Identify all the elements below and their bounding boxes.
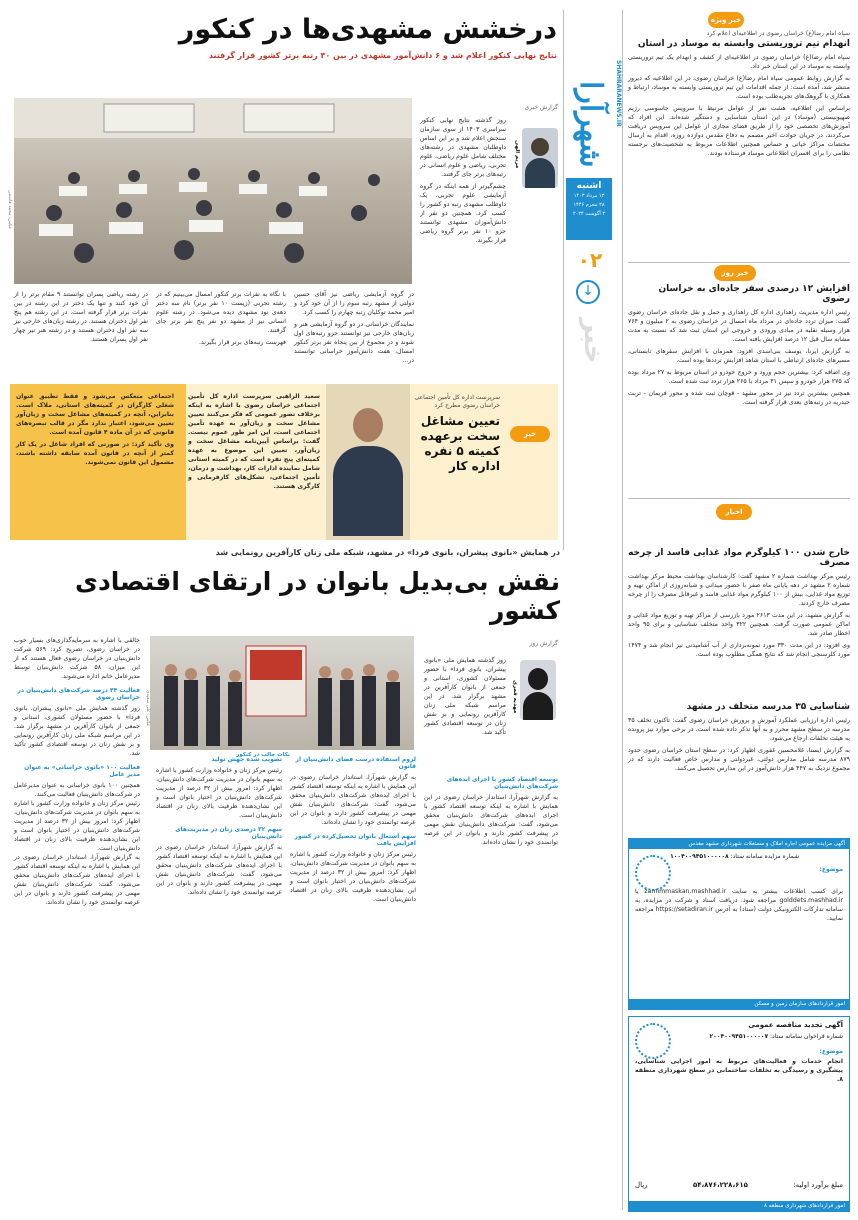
banovan-subhead: لزوم استفاده درست فضای دانش‌بنیان از قانون <box>295 756 416 770</box>
avatar-body-icon <box>523 692 553 720</box>
ad1-serial-label: شماره مزایده سامانه ستاد: <box>730 853 799 860</box>
banovan-subhead: سهم ۳۲ درصدی زنان در مدیریت‌های دانش‌بنیان <box>175 826 282 840</box>
news-12pct-para: رئیس اداره مدیریت راهداری اداره کل راهداری و حمل و نقل جاده‌ای خراسان رضوی گفت: میزان تردد جاده‌ای در مرداد ماه امسال در خراسان رضوی به ۲ میلیون و ۷۶۴ هزار وسیله نقلیه در مبادی ورودی و خروجی این استان ثبت شد که نسبت به مدت مشابه سال قبل ۱۲ درصد افزایش یافته است. <box>628 309 850 343</box>
banovan-subhead: تصویب شده جهش تولید <box>211 756 282 763</box>
konkur-para: چشم‌گیرتر از همه اینکه در گروه آزمایشی علوم تجربی، یک داوطلب مشهدی رتبه دو کشور را کسب کرد. همچنین دو نفر از دانش‌آموزان مشهدی توانستند جزو ۱۰ نفر برتر گروه ریاضی قرار بگیرند. <box>420 183 506 244</box>
konkur-subheadline: نتایج نهایی کنکور اعلام شد و ۶ دانش‌آموز مشهدی در بین ۳۰ رتبه برتر کشور قرار گرفتند <box>208 51 557 60</box>
banovan-col1-sub <box>424 776 558 847</box>
news-schools-para: به گزارش ایسنا، غلامحسین غفوری اظهار کرد: در سطح استان خراسان رضوی حدود ۸۷۹ مدرسه شامل مدارس دولتی، غیردولتی و مدارس خاص فعالیت دارند که در مجموع نزدیک به ۴۴۷ هزار دانش‌آموز در این مدارس تحصیل می‌کنند. <box>628 747 850 772</box>
konkur-col3 <box>156 290 286 350</box>
issue-day: اشنبه <box>576 181 602 191</box>
banovan-para: روز گذشته همایش ملی «بانوی پیشران، بانوی فردا» با حضور مسئولان کشوری، استانی و جمعی از بانوان کارآفرین در مشهد برگزار شد. در این مراسم شبکه ملی زنان کارآفرین رونمایی و بر نقش زنان در توسعه اقتصادی کشور تأکید شد. <box>14 705 140 757</box>
avatar-head-icon <box>528 668 548 690</box>
column-divider-2 <box>563 10 564 550</box>
tamin-col1 <box>188 392 320 494</box>
banovan-photo-caption: عکس: علی سعیدی <box>145 690 150 727</box>
banovan-col1 <box>424 656 506 737</box>
banovan-reporter <box>510 640 558 647</box>
konkur-para: فهرست رتبه‌های برتر قرار بگیرند. <box>199 339 286 346</box>
banovan-para: رئیس مرکز زنان و خانواده وزارت کشور با اشاره به سهم بانوان در مدیریت شرکت‌های دانش‌بنیان، اظهار کرد: امروز بیش از ۳۲ درصد از مدیریت شرکت‌های دانش‌بنیان در اختیار بانوان است و این نشان‌دهنده ظرفیت بالای زنان در اقتصاد دانش‌بنیان است. <box>290 851 416 903</box>
top-right-body <box>628 53 850 158</box>
konkur-reporter <box>500 104 558 111</box>
banovan-para: به گزارش شهرآرا، استاندار خراسان رضوی در این همایش با اشاره به اینکه توسعه اقتصاد کشور با اجرای ایده‌های شرکت‌های دانش‌بنیان محقق می‌شود، گفت: شرکت‌های دانش‌بنیان نقش مهمی در پیشرفت کشور دارند و بانوان در این عرصه توانمندی خود را نشان داده‌اند. <box>424 794 558 846</box>
top-right-story <box>628 30 850 161</box>
tamin-header <box>410 394 500 474</box>
banovan-kicker: در همایش «بانوی پیشران، بانوی فردا» در مشهد، شبکه ملی زنان کارآفرین رونمایی شد <box>215 548 560 557</box>
top-right-para: سپاه امام رضا(ع) خراسان رضوی در اطلاعیه‌ای از کشف و انهدام یک تیم تروریستی وابسته به موساد در این استان خبر داد. <box>628 54 850 70</box>
municipality-logo-icon <box>635 855 671 891</box>
news-schools-para: رئیس اداره ارزیابی عملکرد آموزش و پرورش خراسان رضوی گفت: تاکنون تخلف ۳۵ مدرسه در سطح مشهد محرز و به آنها تذکر داده شده است. در برخی موارد نیز پرونده به هیئت تخلفات ارجاع می‌شود. <box>628 717 850 742</box>
banovan-header <box>12 548 560 625</box>
banovan-para: همچنین ۱۰۰ بانوی خراسانی به عنوان مدیرعامل در شرکت‌های دانش‌بنیان فعالیت می‌کنند. <box>14 782 141 798</box>
banovan-para: رئیس مرکز زنان و خانواده وزارت کشور با اشاره به سهم بانوان در مدیریت شرکت‌های دانش‌بنیان، اظهار کرد: امروز بیش از ۳۲ درصد از مدیریت شرکت‌های دانش‌بنیان در اختیار بانوان است و این نشان‌دهنده ظرفیت بالای زنان در اقتصاد دانش‌بنیان است. <box>156 767 282 819</box>
issue-date-3: ۳ آگوست ۲۰۲۴ <box>572 211 606 217</box>
konkur-para: نمایندگان خراسانی در دو گروه آزمایشی هنر و زبان‌های خارجی نیز توانستند جزو رتبه‌های اول شوند و در مجموع از بین پنجاه نفر برتر کنکور امسال، هفت دانش‌آموز خراسانی توانستند در... <box>294 321 414 364</box>
banovan-para: به گزارش شهرآرا، استاندار خراسان رضوی در این همایش با اشاره به اینکه توسعه اقتصاد کشور با اجرای ایده‌های شرکت‌های دانش‌بنیان محقق می‌شود، گفت: شرکت‌های دانش‌بنیان نقش مهمی در پیشرفت کشور دارند و بانوان در این عرصه توانمندی خود را نشان داده‌اند. <box>290 774 416 826</box>
avatar-head-icon <box>531 138 549 156</box>
avatar-body-icon <box>525 158 555 188</box>
page-number: ۰۲ <box>577 248 603 272</box>
ad-monaghese <box>628 1016 850 1212</box>
ad2-topic-label: موضوع: <box>819 1048 843 1055</box>
tamin-photo <box>326 384 410 540</box>
divider <box>628 262 850 263</box>
tag-vizhe: خبر ویژه <box>708 12 744 28</box>
scroll-down-icon[interactable]: ↓ <box>576 280 600 304</box>
news-food-body <box>628 572 850 659</box>
tamin-col2 <box>16 392 174 470</box>
newspaper-logo[interactable]: شهرآرا <box>573 81 608 168</box>
news-12pct-headline[interactable]: افزایش ۱۲ درصدی سفر جاده‌ای به خراسان رضوی <box>658 284 850 304</box>
tamin-kicker: سرپرست اداره کل تأمین اجتماعی خراسان رضوی مطرح کرد <box>414 394 500 409</box>
banovan-reporter-label: گزارش روز <box>529 640 558 647</box>
konkur-para: با نگاه به نفرات برتر کنکور امسال می‌بینیم که در رشته تجربی (زیست ۱۰ نفر برتر) نام سه دختر دهه‌ی نود مشهدی دیده می‌شود. در رشته علوم انسانی نیز از مشهد دو نفر پنج نفر برتر جای گرفتند. <box>156 291 286 334</box>
banovan-reporter-name: مهدیه قمری <box>512 680 518 714</box>
banovan-col3 <box>156 756 282 897</box>
ad2-serial-label: شماره فراخوان سامانه ستاد: <box>770 1033 843 1040</box>
divider <box>628 498 850 499</box>
issue-date-1: ۱۳ مرداد ۱۴۰۳ <box>573 193 605 199</box>
news-schools-body <box>628 716 850 773</box>
reporter-avatar <box>522 128 558 188</box>
top-right-para: براساس این اطلاعیه، هشت نفر از عوامل مرتبط با سرویس جاسوسی رژیم صهیونیستی (موساد) در این استان شناسایی و دستگیر شده‌اند. این افراد که آموزش‌های تخصصی خود را از طریق فضای مجازی از عوامل این سرویس دریافت می‌کردند، در جریان حوادث اخیر مصمم به دفاع مقدس دوازده روزه، اقدام به ارسال مختصات مراکز حیاتی و حساس همچنین اطلاعات مربوط به شخصیت‌های برجسته نظامی را برای افسران اطلاعاتی موساد فرستاده بودند. <box>628 105 850 157</box>
konkur-reporter-label: گزارش خبری <box>524 104 558 111</box>
banovan-subhead: فعالیت ۱۰۰ «بانوی خراسانی» به عنوان مدیر عامل <box>24 764 140 778</box>
masthead <box>566 18 612 618</box>
news-12pct <box>628 284 850 410</box>
tamin-para: سعید الراهبی سرپرست اداره کل تأمین اجتماعی خراسان رضوی با اشاره به اینکه برخلاف تصور عمومی که فکر می‌کنند تعیین مشاغل سخت و زیان‌آور به عهده تأمین اجتماعی است، این امر طور عموم نیست. گفت: براساس آیین‌نامه مشاغل سخت و زیان‌آور، تعیین این موضوع به عهده کمیته‌ای پنج نفره است که در کمیته استانی شامل نماینده ادارات کار، بهداشت و درمان، تأمین اجتماعی، تشکل‌های کارفرمایی و کارگری هستند. <box>188 393 320 490</box>
issue-info <box>566 178 612 240</box>
ceremony-illustration <box>150 636 414 750</box>
tamin-headline[interactable]: تعیین مشاغل سخت برعهده کمیته ۵ نفره اداره کار <box>420 414 500 473</box>
banovan-subhead: سهم اشتغال بانوان تحصیل‌کرده در کشور افزایش یافت <box>294 833 416 847</box>
exam-hall-illustration <box>14 98 412 284</box>
ad-mozayede <box>628 838 850 1010</box>
banovan-para: روز گذشته همایش ملی «بانوی پیشران، بانوی فردا» با حضور مسئولان کشوری، استانی و جمعی از بانوان کارآفرین در مشهد برگزار شد. در این مراسم شبکه ملی زنان کارآفرین رونمایی و بر نقش زنان در توسعه اقتصادی کشور تأکید شد. <box>424 657 506 736</box>
banovan-photo <box>150 636 414 750</box>
ad1-body: برای کسب اطلاعات بیشتر به سایت zamimmaskan.mashhad.ir یا golddets.mashhad.ir مراجعه شود. دریافت اسناد و شرکت در مزایده، به سامانه تدارکات الکترونیکی دولت (ستاد) به آدرس https://setadiran.ir مراجعه نمایید. <box>635 888 843 922</box>
reporter-avatar <box>520 660 556 720</box>
ad1-title: آگهی مزایده عمومی اجاره املاک و مستغلات شهرداری مشهد مقدس <box>629 839 849 849</box>
konkur-header <box>12 14 557 60</box>
side-section-word: خبر <box>578 318 608 364</box>
ad1-serial: ۱۰۰۴۰۰۹۴۵۱۰۰۰۰۰۸ <box>670 853 729 860</box>
municipality-logo-icon <box>635 1023 671 1059</box>
news-12pct-body <box>628 308 850 407</box>
banovan-para: خالقی با اشاره به سرمایه‌گذاری‌های بسیار خوب در خراسان رضوی، تصریح کرد: ۵۶۹ شرکت دانش‌بنیان در خراسان رضوی فعال هستند که از این میزان، ۵۸ شرکت دانش‌بنیان توسط مدیرعامل خانم اداره می‌شوند. <box>14 637 140 680</box>
tamin-para: وی تأکید کرد: در صورتی که افراد شاغل در یک کار کمتر از آنچه در قانون آمده سابقه داشته باشند، مشمول این قانون نمی‌شوند. <box>16 441 174 466</box>
news-food-para: رئیس مرکز بهداشت شماره ۲ مشهد گفت: کارشناسان بهداشت محیط مرکز بهداشت شماره ۲ مشهد در دهه پایانی ماه صفر با حضور میدانی و شبانه‌روزی از اماکن تهیه و توزیع مواد غذایی، بیش از ۱۰۰ کیلوگرم مواد غذایی فاسد و غیرقابل مصرف را از چرخه مصرف خارج کردند. <box>628 573 850 607</box>
news-food <box>628 548 850 662</box>
speaker-head-icon <box>353 408 383 442</box>
banovan-subhead: توسعه اقتصاد کشور با اجرای ایده‌های شرکت‌های دانش‌بنیان <box>446 776 558 790</box>
top-right-headline[interactable]: انهدام تیم تروریستی وابسته به موساد در استان <box>637 39 850 49</box>
ad2-amount-label: مبلغ برآورد اولیه: <box>793 1181 843 1189</box>
news-schools-headline[interactable]: شناسایی ۳۵ مدرسه متخلف در مشهد <box>686 702 850 712</box>
issue-date-2: ۲۸ محرم ۱۴۴۶ <box>573 202 605 208</box>
ad2-amount: ۵۴،۸۷۶،۲۲۸،۶۱۵ <box>692 1181 748 1189</box>
logo-box <box>566 18 612 168</box>
news-food-para: وی افزود: در این مدت ۳۳۰ مورد نمونه‌برداری از آب آشامیدنی نیز انجام شد و ۱۴۷۴ مورد کلرسنجی انجام شد که نتایج همگی مطلوب بوده است. <box>628 642 850 658</box>
konkur-para: روز گذشته نتایج نهایی کنکور سراسری ۱۴۰۳ از سوی سازمان سنجش اعلام شد و بر این اساس داوطلبان مشهدی در رشته‌های مختلف شامل علوم ریاضی، علوم تجربی، ریاضی و علوم انسانی در رتبه‌های برتر جای گرفتند. <box>420 117 506 178</box>
top-right-para: به گزارش روابط عمومی سپاه امام رضا(ع) خراسان رضوی، در این اطلاعیه که دیروز منتشر شد، آمده است: از جمله اقدامات این تیم تروریستی وابسته به موساد، ارتباط و همکاری با گروهک‌های تجزیه‌طلب بوده است. <box>628 75 850 100</box>
news-12pct-para: همچنین بیشترین تردد نیز در محور مشهد - قوچان ثبت شده و محور فریمان - تربت حیدریه در رتبه‌های بعدی قرار گرفته است. <box>628 390 850 406</box>
tamin-para: اجتماعی متعکس می‌شود و فقط تطبیق عنوان شغلی کارگران در کمیته‌های استانی، ملاک است. بنابراین، آنچه در کمیته‌های مشاغل سخت و زیان‌آور تعیین می‌شود، اعتبار ندارد مگر در قالب تبصره‌های قانونی که در آن ماده ۴ قانون آمده است. <box>16 393 174 436</box>
ad2-footer: امور قراردادهای شهرداری منطقه ۸ <box>629 1201 849 1211</box>
konkur-col2 <box>294 290 414 368</box>
column-divider <box>622 10 623 1210</box>
konkur-photo-caption: عکس: محمد قاسمی <box>7 190 12 230</box>
tag-khabar: خبر <box>510 426 550 442</box>
news-food-para: به گزارش مشهد، در این مدت ۲۶۱۳ مورد بازرسی از مراکز تهیه و توزیع مواد غذایی و اماکن عمومی صورت گرفت. همچنین ۳۲۲ واحد متخلف شناسایی و برای ۹۵ واحد اخطار صادر شد. <box>628 612 850 637</box>
ad2-title: آگهی تجدید مناقصه عمومی <box>748 1021 843 1029</box>
tag-akhbar: اخبار <box>716 504 752 520</box>
banovan-subhead: فعالیت ۴۴ درصد شرکت‌های دانش‌بنیان در خراسان رضوی <box>17 687 140 701</box>
konkur-headline[interactable]: درخشش مشهدی‌ها در کنکور <box>178 14 557 45</box>
news-12pct-para: به گزارش ایرنا، یوسف بنی‌اسدی افزود: همزمان با افزایش سفرهای تابستانی، مسیرهای جاده‌ای ارتباطی با استان شاهد افزایش ترددها بوده است. <box>628 348 850 364</box>
tag-ruz: خبر روز <box>714 265 756 281</box>
ad1-footer: امور قراردادهای سازمان زمین و مسکن <box>629 999 849 1009</box>
ad2-body: انجام خدمات و فعالیت‌های مربوط به امور اجرایی شناسایی، پیشگیری و رسیدگی به تخلفات ساختمانی در سطح شهرداری منطقه ۸. <box>635 1058 843 1083</box>
banovan-subhead: نکات جالب در کنکور <box>236 752 290 758</box>
konkur-para: در گروه آزمایشی ریاضی نیز آقای حسین دولتی از مشهد رتبه سوم را از آن خود کرد و امیر محمد توکلیان رتبه چهارم را کسب کرد. <box>294 291 414 316</box>
ad2-amount-unit: ریال <box>635 1181 648 1189</box>
ad2-amount-row <box>635 1181 843 1189</box>
news-12pct-para: وی اضافه کرد: بیشترین حجم ورود و خروج خودرو در استان مربوط به ۲۷ مرداد بوده که ۲۷۵ هزار خودرو و سپس ۳۱ مرداد با ۲۶۵ هزار تردد ثبت شده است. <box>628 369 850 385</box>
banovan-para: به گزارش شهرآرا، استاندار خراسان رضوی در این همایش با اشاره به اینکه توسعه اقتصاد کشور با اجرای ایده‌های شرکت‌های دانش‌بنیان محقق می‌شود، گفت: شرکت‌های دانش‌بنیان نقش مهمی در پیشرفت کشور دارند و بانوان در این عرصه توانمندی خود را نشان داده‌اند. <box>156 844 282 896</box>
konkur-para: در رشته ریاضی پسران توانستند ۹ مقام برتر را از آن خود کنند و تنها یک دختر در این رشته در بین نفرات برتر قرار گرفته است. در این رشته هم پنج نفر اول دختران هستند. در رشته زبان‌های خارجی نیز سه نفر اول دختران هستند و در رشته هنر نیز چهار نفر اول پسران هستند. <box>14 291 148 343</box>
site-url-wrap <box>612 60 622 210</box>
banovan-headline[interactable]: نقش بی‌بدیل بانوان در ارتقای اقتصادی کشور <box>75 567 560 625</box>
konkur-col1 <box>420 116 506 248</box>
top-right-kicker: سپاه امام رضا(ع) خراسان رضوی در اطلاعیه‌ای اعلام کرد <box>706 30 850 37</box>
ad1-topic-label: موضوع: <box>819 866 843 873</box>
news-food-headline[interactable]: خارج شدن ۱۰۰ کیلوگرم مواد غذایی فاسد از چرخه مصرف <box>628 548 850 568</box>
news-schools <box>628 702 850 776</box>
konkur-reporter-name: مریم الهی <box>514 140 520 169</box>
speaker-body-icon <box>333 446 403 536</box>
site-url[interactable]: SHAHRARANEWS.IR <box>615 60 622 127</box>
ad2-serial: ۲۰۰۴۰۰۹۴۵۱۰۰۰۰۰۷ <box>709 1033 769 1040</box>
konkur-col4 <box>14 290 148 347</box>
banovan-col4 <box>14 636 140 907</box>
banovan-para: رئیس مرکز زنان و خانواده وزارت کشور با اشاره به سهم بانوان در مدیریت شرکت‌های دانش‌بنیان، اظهار کرد: امروز بیش از ۳۲ درصد از مدیریت شرکت‌های دانش‌بنیان در اختیار بانوان است و این نشان‌دهنده ظرفیت بالای زنان در اقتصاد دانش‌بنیان است. <box>14 800 140 852</box>
banovan-col2 <box>290 756 416 904</box>
konkur-photo <box>14 98 412 284</box>
banovan-para: به گزارش شهرآرا، استاندار خراسان رضوی در این همایش با اشاره به اینکه توسعه اقتصاد کشور با اجرای ایده‌های شرکت‌های دانش‌بنیان محقق می‌شود، گفت: شرکت‌های دانش‌بنیان نقش مهمی در پیشرفت کشور دارند و بانوان در این عرصه توانمندی خود را نشان داده‌اند. <box>14 854 140 906</box>
banovan-subhead-extra <box>150 752 290 758</box>
